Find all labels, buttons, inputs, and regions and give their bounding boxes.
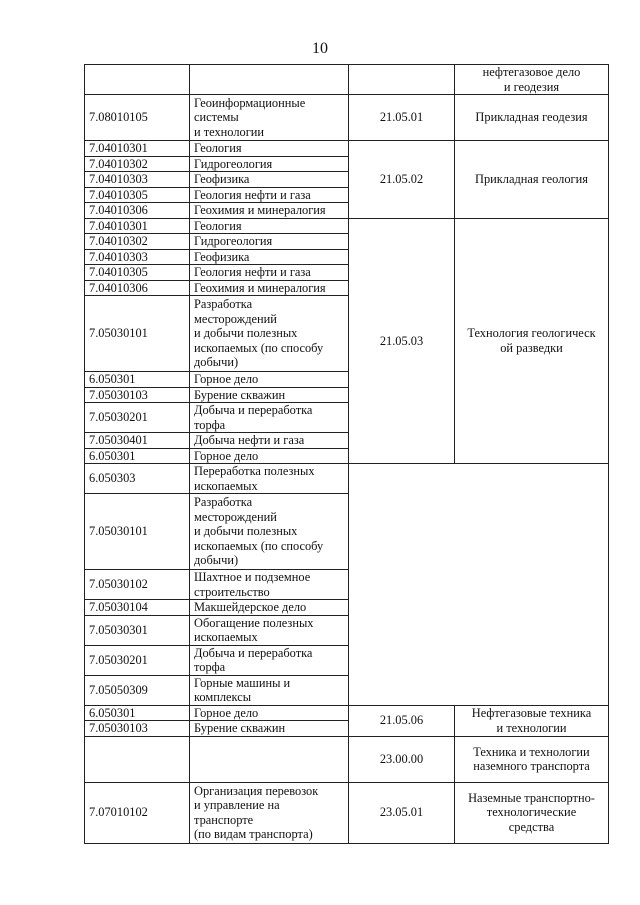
legacy-name-cell: Геология нефти и газа	[190, 187, 349, 203]
legacy-name-cell: Геология	[190, 141, 349, 157]
legacy-name-cell: Геоинформационные системы и технологии	[190, 95, 349, 141]
legacy-name-cell: Гидрогеология	[190, 156, 349, 172]
table-row	[85, 570, 609, 600]
legacy-name-cell: Горное дело	[190, 448, 349, 464]
legacy-code-cell: 6.050303	[85, 464, 190, 494]
new-code-cell: 23.00.00	[349, 736, 455, 782]
legacy-code-cell: 7.05030201	[85, 645, 190, 675]
legacy-name-cell: Гидрогеология	[190, 234, 349, 250]
new-specialty-cell: Наземные транспортно- технологические средства	[455, 782, 609, 843]
legacy-code-cell: 7.05030104	[85, 600, 190, 616]
legacy-name-cell: Горное дело	[190, 705, 349, 721]
table-row	[85, 782, 609, 843]
legacy-code-cell: 7.05030102	[85, 570, 190, 600]
legacy-name-cell: Переработка полезных ископаемых	[190, 464, 349, 494]
new-code-cell: 21.05.06	[349, 705, 455, 736]
new-specialty-cell: Прикладная геодезия	[455, 95, 609, 141]
legacy-code-cell: 7.05030201	[85, 403, 190, 433]
legacy-code-cell: 7.04010303	[85, 172, 190, 188]
legacy-code-cell: 6.050301	[85, 705, 190, 721]
new-specialty-cell: Прикладная геология	[455, 141, 609, 219]
legacy-code-cell	[85, 736, 190, 782]
legacy-name-cell: Добыча нефти и газа	[190, 433, 349, 449]
legacy-code-cell: 7.05050309	[85, 675, 190, 705]
legacy-code-cell: 6.050301	[85, 372, 190, 388]
table-row	[85, 645, 609, 675]
new-specialty-cell: Технология геологическ ой разведки	[455, 218, 609, 464]
legacy-name-cell: Геология	[190, 218, 349, 234]
legacy-code-cell	[85, 65, 190, 95]
table-row	[85, 615, 609, 645]
new-code-cell	[349, 65, 455, 95]
legacy-code-cell: 7.04010303	[85, 249, 190, 265]
table-row	[85, 141, 609, 157]
legacy-name-cell: Горные машины и комплексы	[190, 675, 349, 705]
legacy-name-cell: Геофизика	[190, 172, 349, 188]
table-row	[85, 736, 609, 782]
specialty-correspondence-table	[84, 64, 609, 844]
legacy-name-cell: Шахтное и подземное строительство	[190, 570, 349, 600]
legacy-code-cell: 7.05030101	[85, 296, 190, 372]
legacy-code-cell: 7.05030103	[85, 721, 190, 737]
table-row	[85, 705, 609, 721]
legacy-code-cell: 7.05030101	[85, 494, 190, 570]
new-code-cell: 21.05.01	[349, 95, 455, 141]
legacy-code-cell: 7.04010306	[85, 280, 190, 296]
legacy-name-cell: Макшейдерское дело	[190, 600, 349, 616]
table-row	[85, 675, 609, 705]
legacy-code-cell: 7.04010305	[85, 187, 190, 203]
legacy-name-cell: Разработка месторождений и добычи полезных ископаемых (по способу добычи)	[190, 494, 349, 570]
legacy-name-cell: Горное дело	[190, 372, 349, 388]
legacy-name-cell	[190, 65, 349, 95]
table-body	[85, 65, 609, 844]
legacy-name-cell: Геохимия и минералогия	[190, 203, 349, 219]
legacy-name-cell: Геохимия и минералогия	[190, 280, 349, 296]
table-row	[85, 218, 609, 234]
table-row	[85, 600, 609, 616]
legacy-name-cell: Разработка месторождений и добычи полезных ископаемых (по способу добычи)	[190, 296, 349, 372]
table-row	[85, 65, 609, 95]
legacy-name-cell: Бурение скважин	[190, 387, 349, 403]
legacy-name-cell: Геология нефти и газа	[190, 265, 349, 281]
legacy-code-cell: 7.04010306	[85, 203, 190, 219]
table-row	[85, 464, 609, 494]
new-code-cell: 21.05.03	[349, 218, 455, 464]
legacy-code-cell: 7.04010301	[85, 218, 190, 234]
legacy-name-cell: Добыча и переработка торфа	[190, 645, 349, 675]
legacy-code-cell: 7.04010302	[85, 234, 190, 250]
legacy-code-cell: 7.05030401	[85, 433, 190, 449]
legacy-code-cell: 7.08010105	[85, 95, 190, 141]
page-number: 10	[312, 40, 328, 57]
new-specialty-cell: Нефтегазовые техника и технологии	[455, 705, 609, 736]
new-specialty-cell: нефтегазовое дело и геодезия	[455, 65, 609, 95]
legacy-name-cell: Организация перевозок и управление на транспорте (по видам транспорта)	[190, 782, 349, 843]
legacy-code-cell: 7.04010301	[85, 141, 190, 157]
new-code-cell: 23.05.01	[349, 782, 455, 843]
legacy-name-cell: Обогащение полезных ископаемых	[190, 615, 349, 645]
legacy-code-cell: 7.04010302	[85, 156, 190, 172]
legacy-name-cell: Геофизика	[190, 249, 349, 265]
legacy-code-cell: 7.07010102	[85, 782, 190, 843]
table-row	[85, 494, 609, 570]
legacy-name-cell: Бурение скважин	[190, 721, 349, 737]
legacy-code-cell: 7.05030103	[85, 387, 190, 403]
legacy-name-cell	[190, 736, 349, 782]
legacy-name-cell: Добыча и переработка торфа	[190, 403, 349, 433]
table-row	[85, 95, 609, 141]
legacy-code-cell: 7.04010305	[85, 265, 190, 281]
legacy-code-cell: 7.05030301	[85, 615, 190, 645]
new-specialty-cell: Техника и технологии наземного транспорта	[455, 736, 609, 782]
new-code-cell: 21.05.02	[349, 141, 455, 219]
legacy-code-cell: 6.050301	[85, 448, 190, 464]
